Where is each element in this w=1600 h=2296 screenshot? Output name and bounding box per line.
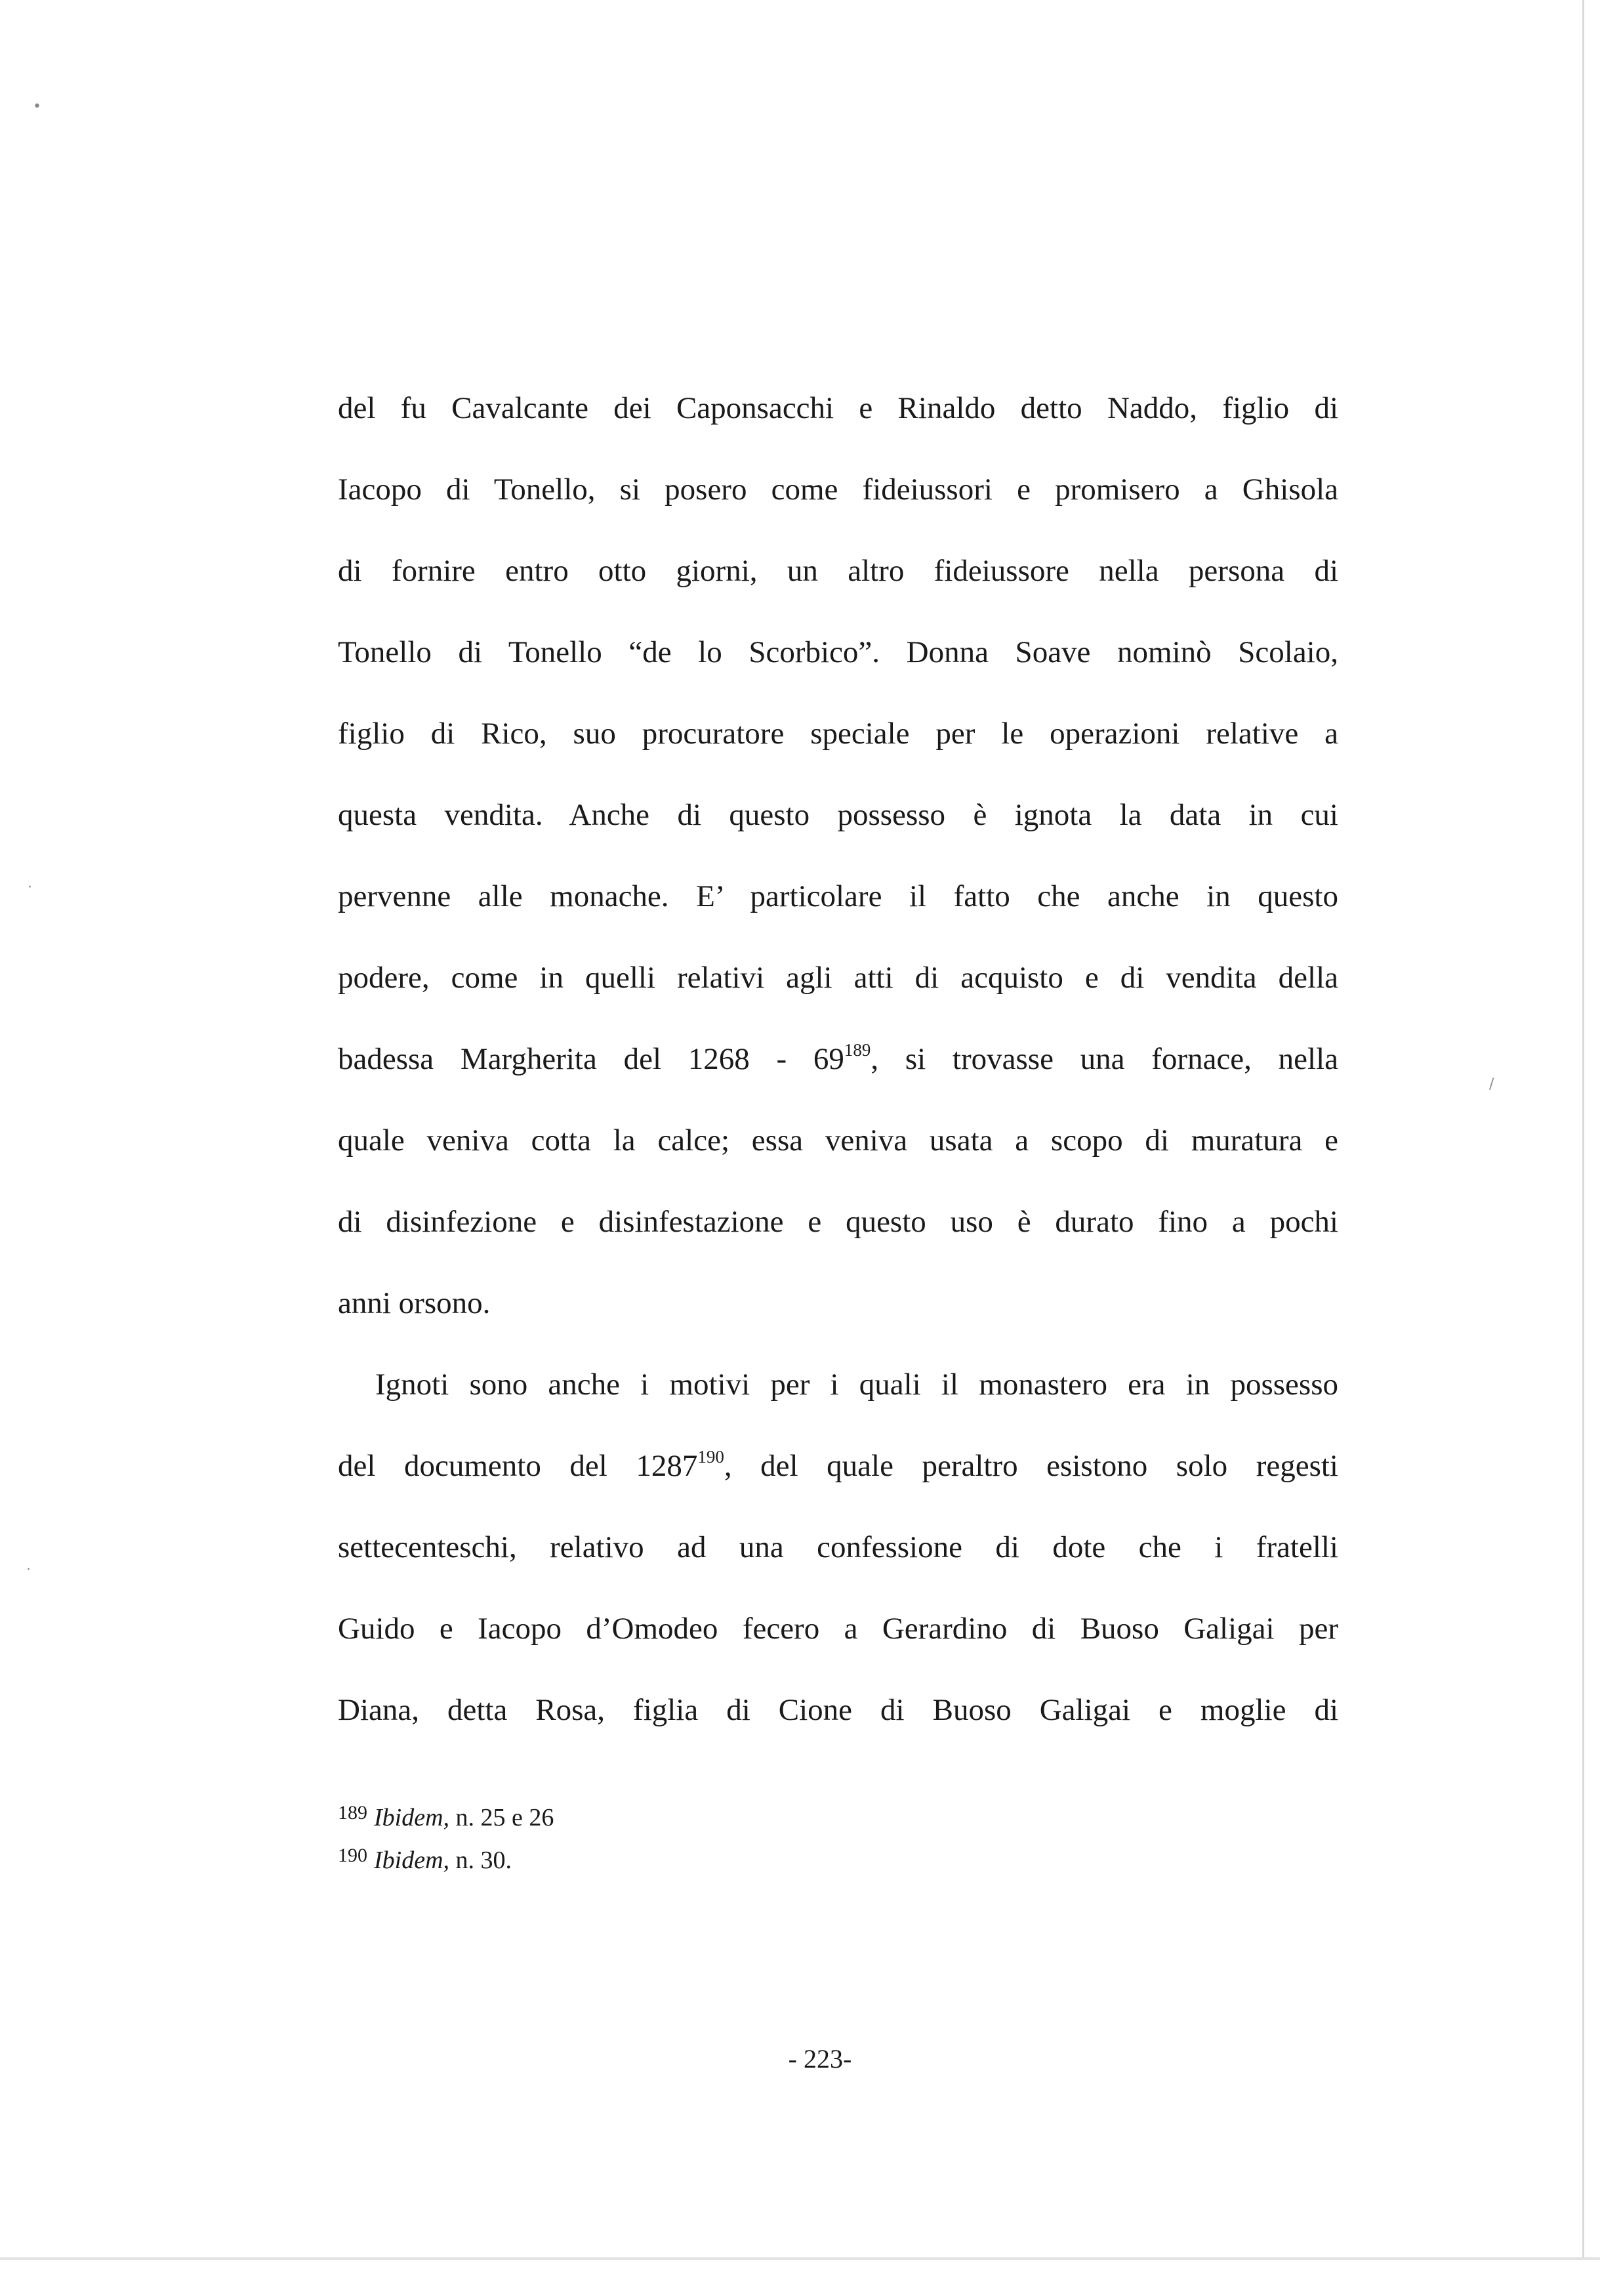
scan-speck: · <box>26 1562 31 1578</box>
text-line: Ignoti sono anche i motivi per i quali il monastero era in possesso <box>375 1367 1338 1402</box>
text-segment: , del quale peraltro esistono solo regesti <box>724 1449 1338 1483</box>
text-line: Iacopo di Tonello, si posero come fideiussori e promisero a Ghisola <box>338 472 1338 507</box>
scan-speck: • <box>33 98 41 115</box>
text-segment: badessa Margherita del 1268 - 69 <box>338 1042 844 1076</box>
text-line: Guido e Iacopo d’Omodeo fecero a Gerardino di Buoso Galigai per <box>338 1612 1338 1646</box>
scan-speck: · <box>28 879 32 896</box>
footnote-number: 189 <box>338 1802 367 1824</box>
text-line: Diana, detta Rosa, figlia di Cione di Buoso Galigai e moglie di <box>338 1693 1338 1727</box>
text-line: di fornire entro otto giorni, un altro fideiussore nella persona di <box>338 554 1338 588</box>
text-line: di disinfezione e disinfestazione e questo uso è durato fino a pochi <box>338 1205 1338 1239</box>
page-edge-bottom <box>0 2257 1600 2260</box>
text-segment: del documento del 1287 <box>338 1449 698 1483</box>
footnote-ref-190: 190 <box>697 1447 724 1467</box>
footnote-number: 190 <box>338 1845 367 1866</box>
footnote-ref-189: 189 <box>844 1040 871 1060</box>
scan-speck: / <box>1489 1076 1494 1093</box>
footnote-189 <box>338 1794 1125 1837</box>
footnote-ref: n. 25 e 26 <box>455 1804 554 1831</box>
text-line: Tonello di Tonello “de lo Scorbico”. Donna Soave nominò Scolaio, <box>338 635 1338 669</box>
text-line <box>338 1018 1338 1100</box>
footnotes <box>338 1794 1125 1879</box>
page-edge-right <box>1582 0 1584 2257</box>
text-line: settecenteschi, relativo ad una confessione di dote che i fratelli <box>338 1530 1338 1564</box>
text-segment: , si trovasse una fornace, nella <box>871 1042 1338 1076</box>
text-line: del fu Cavalcante dei Caponsacchi e Rinaldo detto Naddo, figlio di <box>338 391 1338 425</box>
footnote-ibidem: Ibidem, <box>374 1804 450 1831</box>
page-number: - 223- <box>788 2044 852 2074</box>
text-line: anni orsono. <box>338 1286 491 1320</box>
text-line: podere, come in quelli relativi agli atti di acquisto e di vendita della <box>338 961 1338 995</box>
text-line: questa vendita. Anche di questo possesso è ignota la data in cui <box>338 798 1338 832</box>
text-line: pervenne alle monache. E’ particolare il fatto che anche in questo <box>338 879 1338 913</box>
footnote-ibidem: Ibidem, <box>374 1847 450 1874</box>
footnote-ref: n. 30. <box>455 1847 512 1874</box>
footnote-190 <box>338 1837 1125 1879</box>
text-line: figlio di Rico, suo procuratore speciale per le operazioni relative a <box>338 717 1338 751</box>
body-text <box>338 367 1338 1751</box>
text-line: quale veniva cotta la calce; essa veniva usata a scopo di muratura e <box>338 1123 1338 1158</box>
text-line <box>338 1425 1338 1507</box>
